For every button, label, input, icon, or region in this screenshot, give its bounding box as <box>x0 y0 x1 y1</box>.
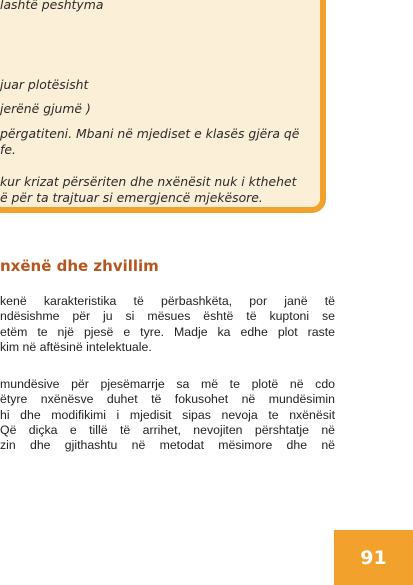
paragraph-line: Që diçka e tillë të arrihet, nevojiten përshtatje në <box>0 422 335 437</box>
paragraph-line: mundësive për pjesëmarrje sa më te plotë në cdo <box>0 377 335 391</box>
box-line: lashtë peshtyma <box>0 0 104 12</box>
paragraph-line: hi dhe modifikimi i mjedisit sipas nevoja te nxënësit <box>0 407 335 422</box>
box-line: juar plotësisht <box>0 77 89 92</box>
paragraph <box>0 294 335 355</box>
paragraph-line: kim në aftësinë intelektuale. <box>0 339 152 354</box>
page-number-tab <box>334 530 413 585</box>
section-heading: nxënë dhe zhvillim <box>0 257 159 275</box>
paragraph-line: zin dhe gjithashtu në metodat mësimore dhe në <box>0 438 335 453</box>
paragraph <box>0 377 335 453</box>
box-line: kur krizat përsëriten dhe nxënësit nuk i kthehet <box>0 174 297 189</box>
paragraph-line: kenë karakteristika të përbashkëta, por janë të <box>0 294 335 308</box>
paragraph-line: etëm te një pjesë e tyre. Madje ka edhe plot raste <box>0 324 335 339</box>
paragraph-line: ndësishme për ju si mësues është të kuptoni se <box>0 309 335 324</box>
paragraph-line: ëtyre nxënësve duhet të fokusohet në mundësimin <box>0 392 335 407</box>
page-number: 91 <box>360 546 387 569</box>
box-line: përgatiteni. Mbani në mjediset e klasës gjëra që <box>0 126 300 141</box>
box-line: jerënë gjumë ) <box>0 101 91 116</box>
box-line: fe. <box>0 142 16 157</box>
box-line: ë për ta trajtuar si emergjencë mjekësore. <box>0 190 263 205</box>
